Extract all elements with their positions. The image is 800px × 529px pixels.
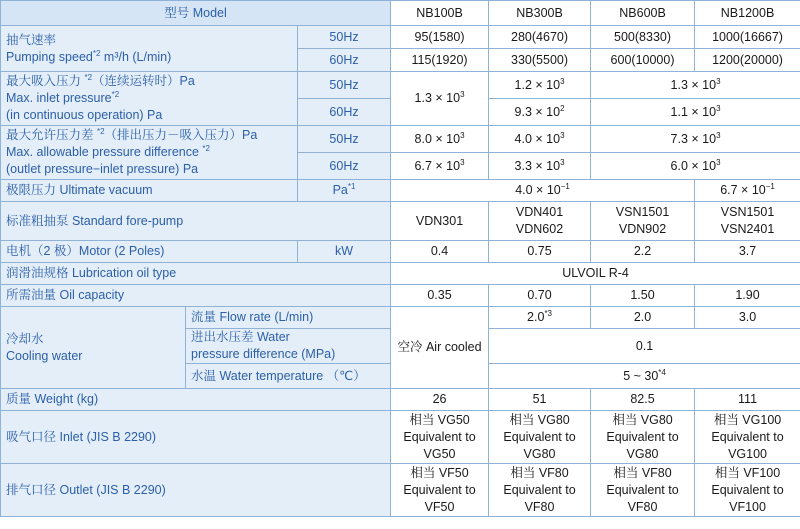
inlet-port-nb1200b: 相当 VG100 Equivalent to VG100 [695,411,800,464]
motor-nb1200b: 3.7 [695,241,800,263]
model-nb600b: NB600B [591,1,695,26]
outlet-port-nb600b: 相当 VF80 Equivalent to VF80 [591,464,695,517]
motor-nb100b: 0.4 [391,241,489,263]
pumping-60-nb1200b: 1200(20000) [695,49,800,72]
ultimate-vacuum-label: 极限压力 Ultimate vacuum [1,180,298,202]
inlet-60-nb600b-nb1200b: $1.1 \times 10^3$ [591,99,800,126]
motor-nb600b: 2.2 [591,241,695,263]
forepump-nb300b: VDN401 VDN602 [489,202,591,241]
model-nb300b: NB300B [489,1,591,26]
oil-capacity-nb600b: 1.50 [591,285,695,307]
pumping-60-nb100b: 115(1920) [391,49,489,72]
diff-50-nb300b: $4.0 \times 10^3$ [489,126,591,153]
pumping-50-nb100b: 95(1580) [391,26,489,49]
diff-60-nb300b: $3.3 \times 10^3$ [489,153,591,180]
ultimate-nb100b-nb600b: $4.0 \times 10^{-1}$ [391,180,695,202]
diff-60-nb100b: $6.7 \times 10^3$ [391,153,489,180]
forepump-nb600b: VSN1501 VDN902 [591,202,695,241]
motor-unit: kW [298,241,391,263]
diff-50-nb600b-nb1200b: $7.3 \times 10^3$ [591,126,800,153]
weight-row [1,389,800,411]
flow-nb600b: 2.0 [591,307,695,329]
inlet-50-nb300b: $1.2 \times 10^3$ [489,72,591,99]
pumping-50-nb300b: 280(4670) [489,26,591,49]
oil-capacity-nb300b: 0.70 [489,285,591,307]
inlet-nb100b: $1.3 \times 10^3$ [391,72,489,126]
model-header: 型号 Model [1,1,391,26]
weight-nb1200b: 111 [695,389,800,411]
diff-50-nb100b: $8.0 \times 10^3$ [391,126,489,153]
inlet-row-50 [1,72,800,99]
pumping-row-50 [1,26,800,49]
motor-label: 电机（2 极）Motor (2 Poles) [1,241,298,263]
flow-nb300b: 2.0$^{*3}$ [489,307,591,329]
water-pressure-diff-value: 0.1 [489,329,800,364]
diff-row-50 [1,126,800,153]
outlet-port-nb1200b: 相当 VF100 Equivalent to VF100 [695,464,800,517]
flow-rate-label: 流量 Flow rate (L/min) [186,307,391,329]
forepump-nb100b: VDN301 [391,202,489,241]
water-pressure-diff-label: 进出水压差 Water pressure difference (MPa) [186,329,391,364]
model-nb1200b: NB1200B [695,1,800,26]
inlet-port-label: 吸气口径 Inlet (JIS B 2290) [1,411,391,464]
forepump-row [1,202,800,241]
weight-nb300b: 51 [489,389,591,411]
inlet-50-nb600b-nb1200b: $1.3 \times 10^3$ [591,72,800,99]
pumping-50-nb600b: 500(8330) [591,26,695,49]
oil-type-value: ULVOIL R-4 [391,263,800,285]
oil-type-label: 润滑油规格 Lubrication oil type [1,263,391,285]
ultimate-unit: Pa$^{*1}$ [298,180,391,202]
diff-60-nb600b-nb1200b: $6.0 \times 10^3$ [591,153,800,180]
outlet-port-row [1,464,800,517]
model-nb100b: NB100B [391,1,489,26]
ultimate-row [1,180,800,202]
ultimate-nb1200b: $6.7 \times 10^{-1}$ [695,180,800,202]
freq-50hz: 50Hz [298,126,391,153]
outlet-port-nb300b: 相当 VF80 Equivalent to VF80 [489,464,591,517]
pumping-50-nb1200b: 1000(16667) [695,26,800,49]
motor-nb300b: 0.75 [489,241,591,263]
pressure-difference-label: 最大允许压力差 $^{*2}$（排出压力－吸入压力）Pa Max. allowable pressure difference $^{*2}$ (outlet pressure−inlet pressure) Pa [1,126,298,180]
inlet-port-row [1,411,800,464]
pumping-60-nb600b: 600(10000) [591,49,695,72]
oil-capacity-label: 所需油量 Oil capacity [1,285,391,307]
cooling-water-label: 冷却水 Cooling water [1,307,186,389]
oil-capacity-row [1,285,800,307]
inlet-port-nb100b: 相当 VG50 Equivalent to VG50 [391,411,489,464]
outlet-port-nb100b: 相当 VF50 Equivalent to VF50 [391,464,489,517]
freq-50hz: 50Hz [298,72,391,99]
air-cooled-value: 空冷 Air cooled [391,307,489,389]
oil-capacity-nb1200b: 1.90 [695,285,800,307]
forepump-nb1200b: VSN1501 VSN2401 [695,202,800,241]
cooling-flow-row [1,307,800,329]
pumping-speed-label: 抽气速率 Pumping speed$^{*2}$ m³/h (L/min) [1,26,298,72]
freq-60hz: 60Hz [298,153,391,180]
forepump-label: 标准粗抽泵 Standard fore-pump [1,202,391,241]
inlet-port-nb300b: 相当 VG80 Equivalent to VG80 [489,411,591,464]
freq-50hz: 50Hz [298,26,391,49]
inlet-pressure-label: 最大吸入压力 $^{*2}$（连续运转时）Pa Max. inlet pressure$^{*2}$ (in continuous operation) Pa [1,72,298,126]
outlet-port-label: 排气口径 Outlet (JIS B 2290) [1,464,391,517]
weight-nb600b: 82.5 [591,389,695,411]
pumping-60-nb300b: 330(5500) [489,49,591,72]
water-temperature-value: 5 ~ 30$^{*4}$ [489,364,800,389]
weight-nb100b: 26 [391,389,489,411]
oil-capacity-nb100b: 0.35 [391,285,489,307]
motor-row [1,241,800,263]
header-row [1,1,800,26]
water-temperature-label: 水温 Water temperature （℃） [186,364,391,389]
weight-label: 质量 Weight (kg) [1,389,391,411]
flow-nb1200b: 3.0 [695,307,800,329]
inlet-port-nb600b: 相当 VG80 Equivalent to VG80 [591,411,695,464]
oil-type-row [1,263,800,285]
freq-60hz: 60Hz [298,49,391,72]
inlet-60-nb300b: $9.3 \times 10^2$ [489,99,591,126]
freq-60hz: 60Hz [298,99,391,126]
